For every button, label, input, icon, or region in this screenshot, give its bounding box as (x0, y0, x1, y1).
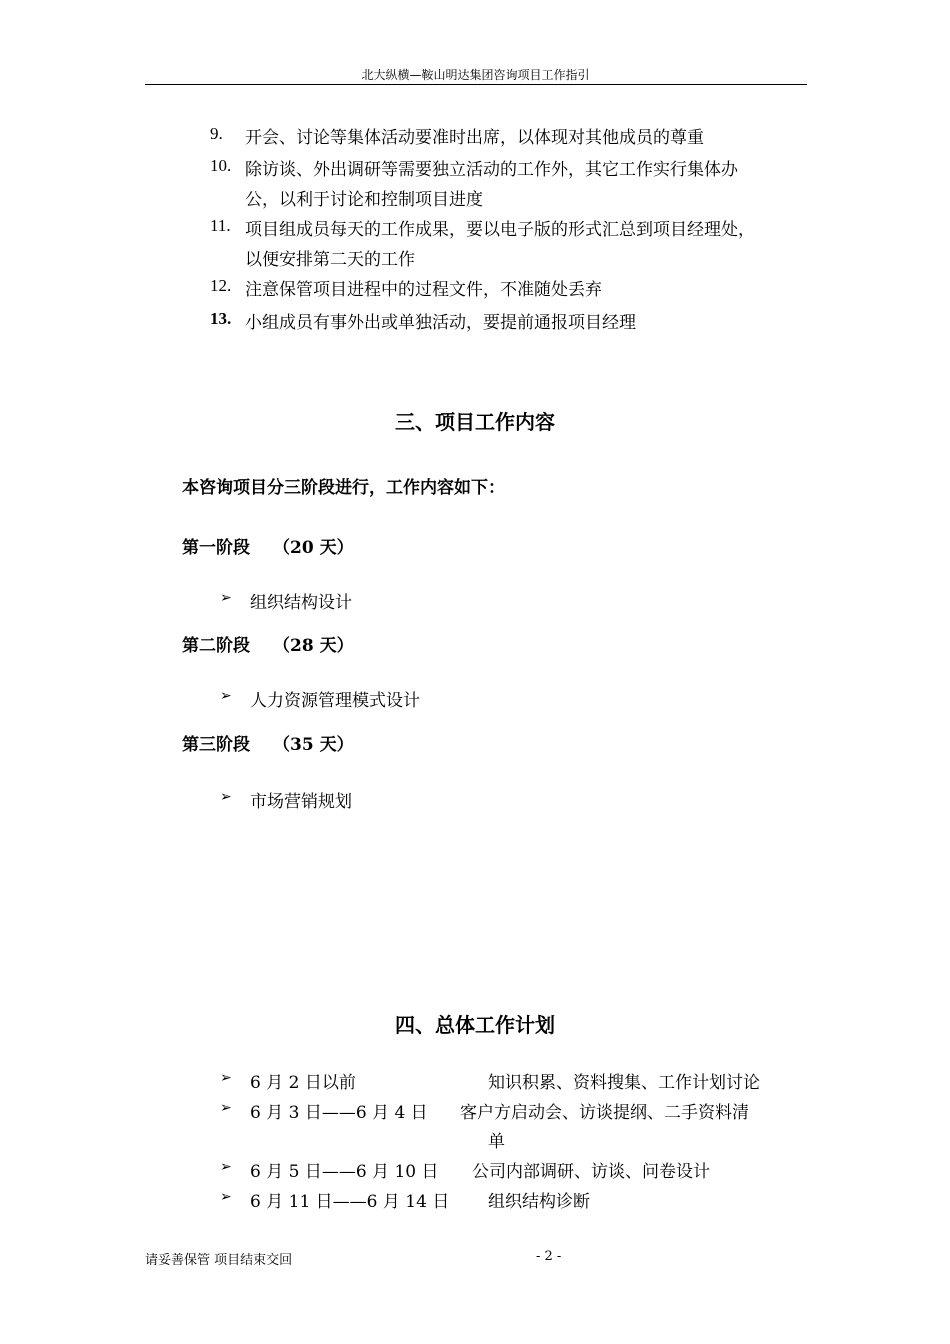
list-number: 10. (210, 156, 232, 175)
list-item-text: 注意保管项目进程中的过程文件，不准随处丢弃 (245, 280, 602, 300)
arrow-bullet-icon: ➢ (220, 789, 232, 805)
list-number: 13. (210, 309, 232, 328)
list-item-text: 开会、讨论等集体活动要准时出席，以体现对其他成员的尊重 (245, 128, 704, 148)
arrow-bullet-icon: ➢ (220, 590, 232, 606)
plan-date: 6 月 2 日以前 (250, 1073, 356, 1093)
section-intro: 本咨询项目分三阶段进行，工作内容如下： (182, 478, 505, 498)
phase-name: 第三阶段 (182, 735, 250, 755)
phase-duration: （35 天） (273, 735, 354, 755)
phase-name: 第二阶段 (182, 636, 250, 656)
list-item-text: 项目组成员每天的工作成果，要以电子版的形式汇总到项目经理处， (245, 220, 755, 240)
plan-task: 组织结构诊断 (488, 1192, 590, 1212)
phase-name: 第一阶段 (182, 538, 250, 558)
plan-task: 客户方启动会、访谈提纲、二手资料清 (460, 1103, 749, 1123)
phase-item: 市场营销规划 (250, 792, 352, 812)
section-title-overall-plan: 四、总体工作计划 (395, 1013, 555, 1037)
plan-date: 6 月 5 日——6 月 10 日 (250, 1162, 439, 1182)
section-title-work-content: 三、项目工作内容 (395, 410, 555, 434)
arrow-bullet-icon: ➢ (220, 1189, 232, 1205)
list-item-text-cont: 以便安排第二天的工作 (245, 250, 415, 270)
plan-task: 知识积累、资料搜集、工作计划讨论 (488, 1073, 760, 1093)
arrow-bullet-icon: ➢ (220, 1159, 232, 1175)
arrow-bullet-icon: ➢ (220, 688, 232, 704)
phase-duration: （20 天） (273, 538, 354, 558)
phase-item: 组织结构设计 (250, 593, 352, 613)
header-divider (145, 84, 807, 85)
arrow-bullet-icon: ➢ (220, 1070, 232, 1086)
plan-task-cont: 单 (488, 1132, 505, 1152)
plan-date: 6 月 11 日——6 月 14 日 (250, 1192, 450, 1212)
list-item-text: 小组成员有事外出或单独活动，要提前通报项目经理 (245, 313, 636, 333)
list-item-text: 除访谈、外出调研等需要独立活动的工作外，其它工作实行集体办 (245, 160, 738, 180)
list-item-text-cont: 公，以利于讨论和控制项目进度 (245, 190, 483, 210)
phase-item: 人力资源管理模式设计 (250, 691, 420, 711)
plan-date: 6 月 3 日——6 月 4 日 (250, 1103, 428, 1123)
list-number: 12. (210, 276, 232, 295)
arrow-bullet-icon: ➢ (220, 1100, 232, 1116)
page-number: - 2 - (536, 1249, 562, 1264)
plan-task: 公司内部调研、访谈、问卷设计 (472, 1162, 710, 1182)
footer-note: 请妥善保管 项目结束交回 (145, 1253, 293, 1268)
phase-duration: （28 天） (273, 636, 354, 656)
page-header: 北大纵横—鞍山明达集团咨询项目工作指引 (361, 68, 590, 82)
list-number: 11. (210, 216, 231, 235)
list-number: 9. (210, 124, 223, 143)
